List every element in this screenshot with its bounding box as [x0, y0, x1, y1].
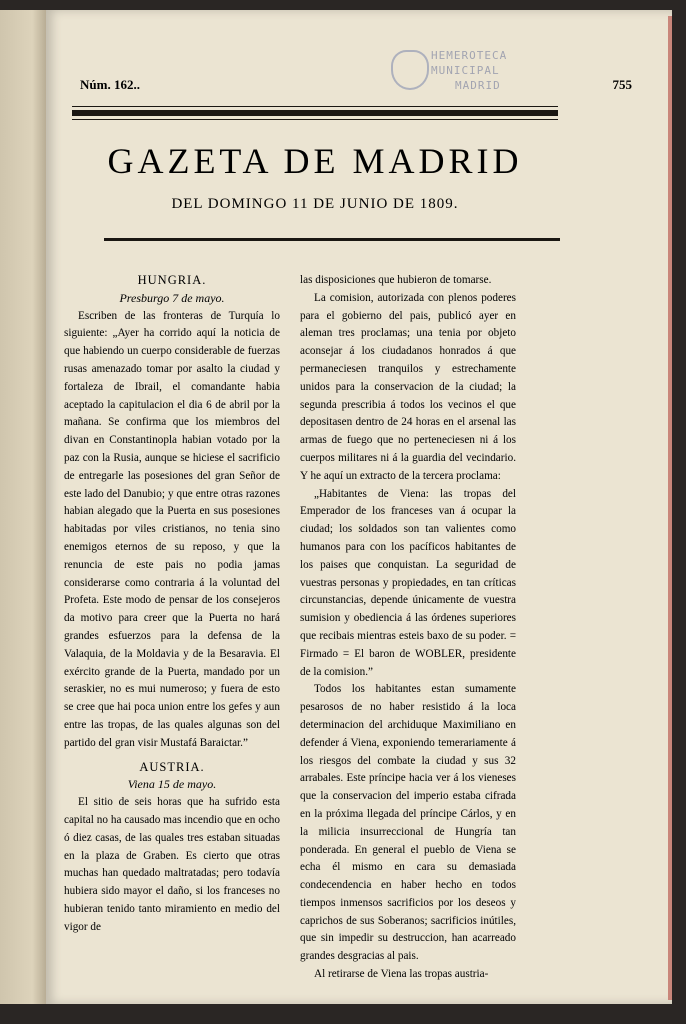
article-paragraph-proclamation: „Habitantes de Viena: las tropas del Emperador de los franceses van á ocupar la ciudad; los soldados son tan valientes como humanos para con los pacíficos habitantes de los paises que conquistan. La seguridad de vuestras personas y propiedades, en tan críticas circunstancias, depende únicamente de vuestra sumision y obediencia á las órdenes superiores que recibais mientras esteis baxo de su poder. = Firmado = El baron de WOBLER, presidente de la comision.”	[300, 487, 516, 678]
article-austria-text: El sitio de seis horas que ha sufrido esta capital no ha causado mas incendio que en ocho ó diez casas, de las quales tres estaban situadas en la plaza de Graben. Es cierto que otras muchas han quedado maltratadas; pero todavía hubiera sido mayor el daño, si los franceses no hubieran tenido tanto miramiento en medio del vigor de	[64, 796, 280, 933]
previous-page-edge	[0, 10, 47, 1004]
section-heading-hungria: HUNGRIA.	[137, 273, 207, 287]
article-paragraph-inhabitants: Todos los habitantes estan sumamente pesarosos de no haber resistido á la loca determinacion del archiduque Maximiliano en defender á Viena, exponiendo temerariamente á los riesgos del combate la ciudad y sus 32 arrabales. Este príncipe hacia ver á los vieneses que la conservacion del imperio estaba cifrada en la próxima llegada del príncipe Cárlos, y en la milicia insurreccional de Hungría tan ponderada. En general el pueblo de Viena se echa él mismo en cara su demasiada condecendencia en haber hecho en todos tiempos inmensos sacrificios por los deseos y caprichos de sus Soberanos; sacrificios inútiles, que sin impedir su destruccion, han acarreado grandes desgracias al pais.	[300, 683, 516, 963]
stamp-line-3: MADRID	[455, 79, 501, 92]
dateline: DEL DOMINGO 11 DE JUNIO DE 1809.	[171, 196, 459, 212]
article-continuation: las disposiciones que hubieron de tomarse.	[300, 274, 492, 286]
article-paragraph-commission: La comision, autorizada con plenos poderes para el gobierno del pais, publicó ayer en aleman tres proclamas; una tenia por objeto aconsejar á los ciudadanos honrados á que permaneciesen tranquilos y estrechamente unidos para la conservacion de la ciudad; la segunda prescribia á todos los vecinos el que depositasen dentro de 24 horas en el arsenal las armas de fuego que no perteneciesen ni á los cuerpos militares ni á la guardia del vecindario. Y he aquí un extracto de la tercera proclama:	[300, 291, 516, 482]
library-stamp	[387, 48, 547, 100]
crest-icon	[391, 50, 429, 90]
header-rule-thick	[72, 110, 558, 116]
header-rule-bottom	[72, 119, 558, 120]
left-column	[64, 272, 280, 936]
page-number: 755	[612, 77, 632, 92]
section-place-viena: Viena 15 de mayo.	[127, 777, 217, 792]
page-edge-stain	[668, 16, 672, 1000]
stamp-line-1: HEMEROTECA	[431, 49, 508, 62]
article-hungria-text: Escriben de las fronteras de Turquía lo siguiente: „Ayer ha corrido aquí la noticia de que habiendo un cuerpo considerable de fuerzas rusas amenazado tomar por asalto la ciudad y fortaleza de Ibrail, el comandante habia aceptado la capitulacion el dia 6 de abril por la mañana. Se confirma que los miembros del divan en Constantinopla habian votado por la paz con la Rusia, aunque se hiciese el sacrificio de entregarle las posesiones del gran Señor de este lado del Danubio; y que entre otras razones habian alegado que la Puerta en sus posesiones habitadas por viles cristianos, no tenia sino enemigos eternos de su reposo, y que la renuncia de este pais no podia jamas considerarse como contraria á la voluntad del Profeta. Este modo de pensar de los consejeros da motivo para creer que la Puerta no hará grandes esfuerzos para la defensa de la Valaquia, de la Moldavia y de la Besaravia. El exército grande de la Puerta, mandado por un seraskier, no es mui numeroso; y fuera de esto se cree que hai poca union entre los gefes y aun entre las tropas, de las quales algunas son del partido del gran visir Mustafá Baraictar.”	[64, 309, 280, 749]
article-paragraph-retreat: Al retirarse de Viena las tropas austria-	[314, 968, 489, 981]
section-heading-austria: AUSTRIA.	[139, 759, 205, 774]
dateline-rule	[104, 238, 560, 241]
header-rule-top	[72, 106, 558, 107]
issue-number: Núm. 162..	[80, 77, 140, 92]
stamp-line-2: MUNICIPAL	[431, 64, 500, 77]
right-column	[300, 272, 516, 984]
section-place-presburgo: Presburgo 7 de mayo.	[119, 290, 225, 305]
newspaper-title: GAZETA DE MADRID	[107, 141, 523, 181]
